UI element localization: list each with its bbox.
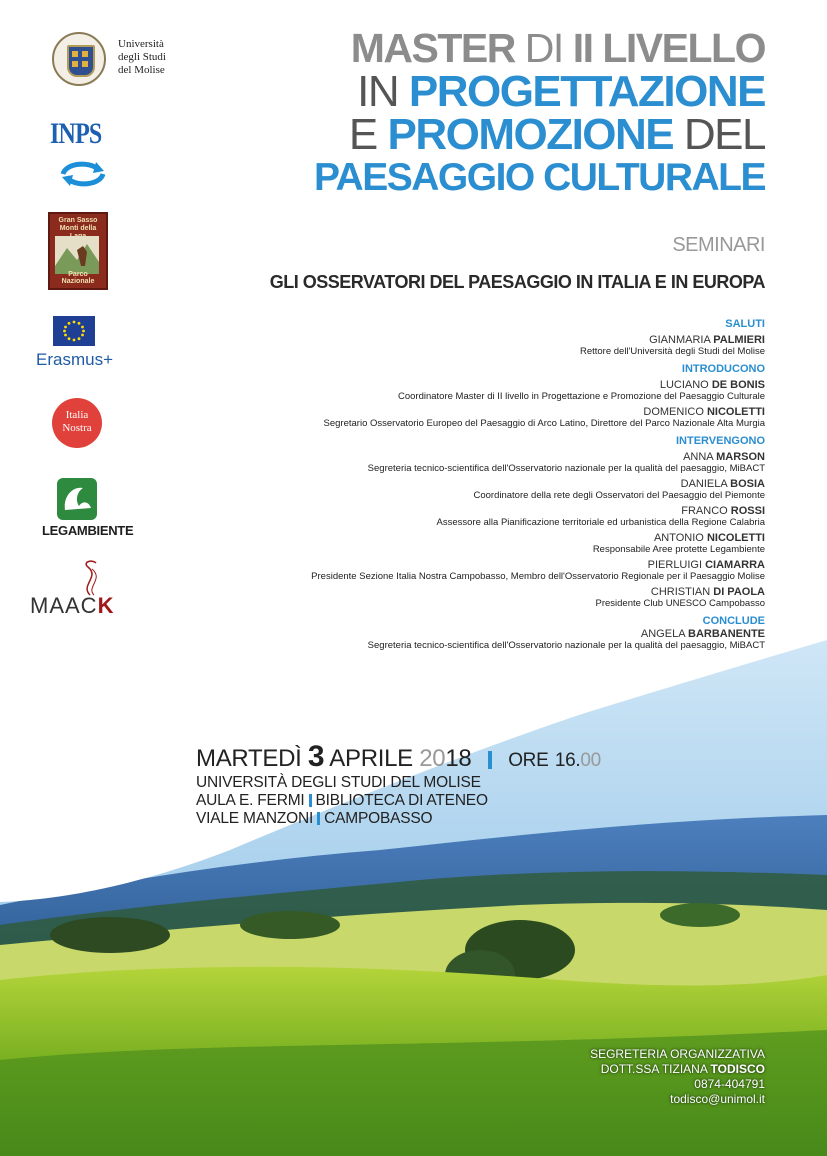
speaker-first-name: ANTONIO [653,532,704,544]
secretariat-phone[interactable]: 0874-404791 [694,1077,765,1091]
speaker-role: Segreteria tecnico-scientifica dell'Osservatorio nazionale per la qualità del paesaggio, MiBACT [367,463,765,474]
title-livello: II LIVELLO [572,25,765,71]
italia-nostra-line1: Italia [65,409,89,421]
speaker [205,505,765,529]
title-master: MASTER [350,25,515,71]
speaker [205,406,765,430]
speaker-role: Responsabile Aree protette Legambiente [592,544,765,555]
secretariat-label: SEGRETERIA ORGANIZZATIVA [590,1047,765,1061]
title-di: DI [524,25,563,71]
speaker-role: Segretario Osservatorio Europeo del Paesaggio di Arco Latino, Direttore del Parco Nazionale Alta Murgia [323,418,765,429]
legambiente-text: LEGAMBIENTE [42,523,134,538]
title-in: IN [357,67,399,116]
speaker-last-name: MARSON [716,451,765,463]
speaker-last-name: PALMIERI [713,334,765,346]
erasmus-text: Erasmus+ [36,350,113,369]
speaker-last-name: BOSIA [730,478,765,490]
italia-nostra-logo [52,398,102,448]
speaker [205,451,765,475]
seminar-subtitle: GLI OSSERVATORI DEL PAESAGGIO IN ITALIA E IN EUROPA [269,272,765,292]
venue-city: CAMPOBASSO [324,810,433,827]
event-year-suffix: 18 [445,745,472,772]
eu-flag-icon [53,316,95,346]
inps-arrows-icon [58,159,108,189]
speaker-role: Assessore alla Pianificazione territoriale ed urbanistica della Regione Calabria [436,517,765,528]
seminari-label: SEMINARI [672,234,765,256]
parco-bottom-text: Parco Nazionale [61,271,95,285]
speaker-last-name: NICOLETTI [706,532,765,544]
speaker-first-name: ANNA [683,451,714,463]
event-day: 3 [307,740,325,773]
unimol-line2: degli Studi [118,51,166,63]
swan-icon [57,478,97,520]
separator-bar [488,751,492,769]
venue-biblioteca: BIBLIOTECA DI ATENEO [315,792,488,809]
title-line-4 [314,158,765,197]
speaker-last-name: BARBANENTE [688,628,765,640]
event-time-min: 00 [580,750,601,771]
speaker [205,478,765,502]
speaker-first-name: PIERLUIGI [647,559,703,571]
speaker [205,532,765,556]
section-heading-introducono: INTRODUCONO [681,363,765,375]
speaker [205,628,765,652]
maack-logo [30,557,125,622]
speaker-last-name: CIAMARRA [705,559,765,571]
event-month: APRILE [329,745,413,772]
venue-street: VIALE MANZONI [196,810,314,827]
parco-top-text: Gran Sasso Monti della [58,217,98,232]
secretariat-person-last: TODISCO [710,1062,765,1076]
event-date [196,740,601,774]
erasmus-logo [36,316,136,376]
speaker-role: Rettore dell'Università degli Studi del Molise [579,346,765,357]
speaker-first-name: FRANCO [681,505,728,517]
event-weekday: MARTEDÌ [196,745,302,772]
italia-nostra-line2: Nostra [62,422,92,434]
secretariat-email[interactable]: todisco@unimol.it [670,1092,765,1106]
speaker-first-name: DANIELA [680,478,728,490]
speaker-role: Coordinatore Master di II livello in Progettazione e Promozione del Paesaggio Culturale [397,391,765,402]
speaker [205,586,765,610]
venue-line-2 [196,792,488,810]
speaker [205,334,765,358]
event-year-prefix: 20 [419,745,446,772]
section-heading-conclude: CONCLUDE [702,615,765,627]
title-paesaggio: PAESAGGIO CULTURALE [313,156,765,199]
venue-line-3 [196,810,432,828]
university-seal-icon [52,32,106,86]
section-heading-saluti: SALUTI [725,318,765,330]
unimol-logo [52,32,182,88]
title-e: E [348,110,377,159]
speaker-first-name: DOMENICO [643,406,704,418]
title-promozione: PROMOZIONE [387,110,674,159]
maack-accent: K [97,593,115,618]
speaker-first-name: GIANMARIA [649,334,711,346]
speaker-last-name: NICOLETTI [706,406,765,418]
organizing-secretariat [590,1047,765,1107]
chamois-icon [55,236,99,274]
speaker-role: Coordinatore della rete degli Osservatori del Paesaggio del Piemonte [473,490,765,501]
speaker-first-name: CHRISTIAN [650,586,711,598]
section-heading-intervengono: INTERVENGONO [675,435,765,447]
legambiente-logo [42,478,142,543]
title-line-2 [357,67,765,116]
speaker-last-name: ROSSI [730,505,765,517]
speaker [205,559,765,583]
secretariat-person-prefix: DOTT.SSA TIZIANA [600,1062,708,1076]
separator-bar [309,794,312,807]
title-del: DEL [683,110,765,159]
speaker-last-name: DE BONIS [711,379,765,391]
unimol-line1: Università [118,38,164,50]
program [205,317,765,652]
event-time-hour: 16. [554,750,581,771]
event-time-label: ORE [508,750,549,771]
speaker-role: Segreteria tecnico-scientifica dell'Osservatorio nazionale per la qualità del paesaggio, MiBACT [367,640,765,651]
maack-swirl-icon [70,557,110,597]
speaker-first-name: ANGELA [640,628,685,640]
venue-aula: AULA E. FERMI [196,792,305,809]
speaker-last-name: DI PAOLA [713,586,765,598]
speaker-first-name: LUCIANO [659,379,709,391]
speaker [205,379,765,403]
inps-logo [50,117,110,192]
title-line-3 [348,110,765,159]
maack-text: MAAC [30,593,98,618]
venue-line-1: UNIVERSITÀ DEGLI STUDI DEL MOLISE [196,774,481,791]
speaker-role: Presidente Club UNESCO Campobasso [595,598,765,609]
unimol-line3: del Molise [118,64,165,76]
separator-bar [317,812,320,825]
speaker-role: Presidente Sezione Italia Nostra Campobasso, Membro dell'Osservatorio Regionale per il Paesaggio Molise [311,571,765,582]
inps-text: INPS [50,117,102,150]
title-line-1 [350,25,765,71]
title-progettazione: PROGETTAZIONE [408,67,765,116]
parco-nazionale-logo [48,212,108,290]
